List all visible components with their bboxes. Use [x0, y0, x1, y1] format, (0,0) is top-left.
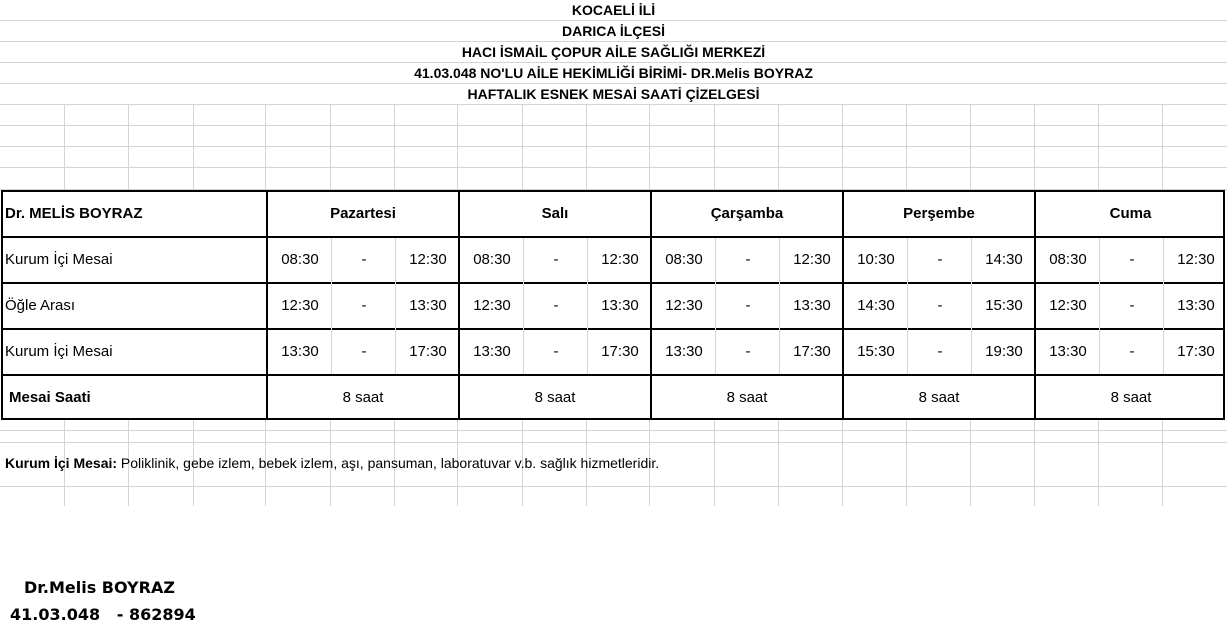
total-hours: 8 saat	[1110, 389, 1152, 406]
grid-col-line	[970, 104, 971, 190]
cell-inner-line	[715, 238, 716, 374]
time-start: 08:30	[281, 251, 319, 268]
time-start: 12:30	[281, 297, 319, 314]
total-hours: 8 saat	[534, 389, 576, 406]
time-start: 12:30	[1049, 297, 1087, 314]
time-separator: -	[1129, 251, 1135, 268]
table-corner-label: Dr. MELİS BOYRAZ	[5, 205, 143, 222]
schedule-table	[1, 190, 1225, 420]
time-end: 19:30	[985, 343, 1023, 360]
grid-col-line	[265, 104, 266, 190]
row-label-total: Mesai Saati	[9, 389, 91, 406]
time-end: 17:30	[1177, 343, 1215, 360]
grid-col-line	[1034, 420, 1035, 506]
time-separator: -	[553, 297, 559, 314]
time-end: 14:30	[985, 251, 1023, 268]
time-end: 13:30	[1177, 297, 1215, 314]
time-start: 13:30	[281, 343, 319, 360]
time-separator: -	[553, 251, 559, 268]
grid-col-line	[522, 104, 523, 190]
day-header-tuesday: Salı	[541, 205, 569, 222]
title-province: KOCAELİ İLİ	[571, 2, 656, 18]
time-start: 13:30	[665, 343, 703, 360]
time-end: 12:30	[409, 251, 447, 268]
time-separator: -	[937, 343, 943, 360]
time-start: 13:30	[1049, 343, 1087, 360]
time-end: 13:30	[601, 297, 639, 314]
grid-row-line	[0, 486, 1227, 487]
time-start: 12:30	[665, 297, 703, 314]
grid-col-line	[128, 104, 129, 190]
grid-col-line	[649, 104, 650, 190]
time-end: 12:30	[601, 251, 639, 268]
time-separator: -	[937, 297, 943, 314]
cell-inner-line	[907, 238, 908, 374]
cell-inner-line	[587, 238, 588, 374]
grid-row-line	[0, 125, 1227, 126]
grid-col-line	[1034, 104, 1035, 190]
grid-col-line	[778, 420, 779, 506]
time-separator: -	[1129, 343, 1135, 360]
grid-col-line	[1162, 420, 1163, 506]
grid-col-line	[1098, 104, 1099, 190]
grid-col-line	[714, 104, 715, 190]
title-district: DARICA İLÇESİ	[562, 23, 665, 39]
time-separator: -	[361, 343, 367, 360]
cell-inner-line	[1163, 238, 1164, 374]
cell-inner-line	[523, 238, 524, 374]
grid-row-line	[0, 442, 1227, 443]
grid-col-line	[906, 420, 907, 506]
day-header-friday: Cuma	[1109, 205, 1152, 222]
time-end: 13:30	[793, 297, 831, 314]
time-start: 15:30	[857, 343, 895, 360]
time-end: 12:30	[793, 251, 831, 268]
time-end: 12:30	[1177, 251, 1215, 268]
row-label-afternoon: Kurum İçi Mesai	[5, 343, 113, 360]
day-header-thursday: Perşembe	[903, 205, 975, 222]
time-end: 15:30	[985, 297, 1023, 314]
signature-name: Dr.Melis BOYRAZ	[24, 578, 175, 597]
total-hours: 8 saat	[342, 389, 384, 406]
grid-row-line	[0, 146, 1227, 147]
time-end: 17:30	[601, 343, 639, 360]
grid-col-line	[64, 104, 65, 190]
note-line	[5, 453, 659, 473]
time-end: 13:30	[409, 297, 447, 314]
grid-col-line	[842, 104, 843, 190]
grid-col-line	[193, 104, 194, 190]
time-end: 17:30	[793, 343, 831, 360]
time-start: 08:30	[665, 251, 703, 268]
time-start: 12:30	[473, 297, 511, 314]
day-header-monday: Pazartesi	[330, 205, 396, 222]
title-schedule: HAFTALIK ESNEK MESAİ SAATİ ÇİZELGESİ	[467, 86, 760, 102]
time-separator: -	[745, 343, 751, 360]
time-separator: -	[937, 251, 943, 268]
grid-col-line	[586, 104, 587, 190]
time-separator: -	[1129, 297, 1135, 314]
cell-inner-line	[971, 238, 972, 374]
grid-col-line	[778, 104, 779, 190]
row-label-lunch: Öğle Arası	[5, 297, 76, 314]
time-start: 14:30	[857, 297, 895, 314]
grid-col-line	[330, 104, 331, 190]
cell-inner-line	[331, 238, 332, 374]
time-separator: -	[745, 297, 751, 314]
total-hours: 8 saat	[726, 389, 768, 406]
grid-col-line	[714, 420, 715, 506]
time-start: 08:30	[1049, 251, 1087, 268]
grid-col-line	[457, 104, 458, 190]
grid-row-line	[0, 104, 1227, 105]
grid-col-line	[906, 104, 907, 190]
time-start: 08:30	[473, 251, 511, 268]
note-label: Kurum İçi Mesai:	[5, 455, 118, 471]
time-separator: -	[553, 343, 559, 360]
title-center: HACI İSMAİL ÇOPUR AİLE SAĞLIĞI MERKEZİ	[461, 44, 766, 60]
cell-inner-line	[395, 238, 396, 374]
grid-row-line	[0, 167, 1227, 168]
grid-col-line	[842, 420, 843, 506]
cell-inner-line	[1099, 238, 1100, 374]
signature-code: 41.03.048 - 862894	[10, 605, 196, 624]
time-start: 13:30	[473, 343, 511, 360]
title-unit: 41.03.048 NO'LU AİLE HEKİMLİĞİ BİRİMİ- DR.Melis BOYRAZ	[414, 65, 813, 81]
grid-row-line	[0, 430, 1227, 431]
day-header-wednesday: Çarşamba	[710, 205, 784, 222]
grid-col-line	[970, 420, 971, 506]
total-hours: 8 saat	[918, 389, 960, 406]
time-start: 10:30	[857, 251, 895, 268]
grid-col-line	[1162, 104, 1163, 190]
time-separator: -	[745, 251, 751, 268]
row-label-morning: Kurum İçi Mesai	[5, 251, 113, 268]
time-separator: -	[361, 251, 367, 268]
cell-inner-line	[779, 238, 780, 374]
time-separator: -	[361, 297, 367, 314]
grid-col-line	[1098, 420, 1099, 506]
note-text: Poliklinik, gebe izlem, bebek izlem, aşı, pansuman, laboratuvar v.b. sağlık hizmetleridir.	[117, 455, 660, 471]
grid-col-line	[394, 104, 395, 190]
time-end: 17:30	[409, 343, 447, 360]
